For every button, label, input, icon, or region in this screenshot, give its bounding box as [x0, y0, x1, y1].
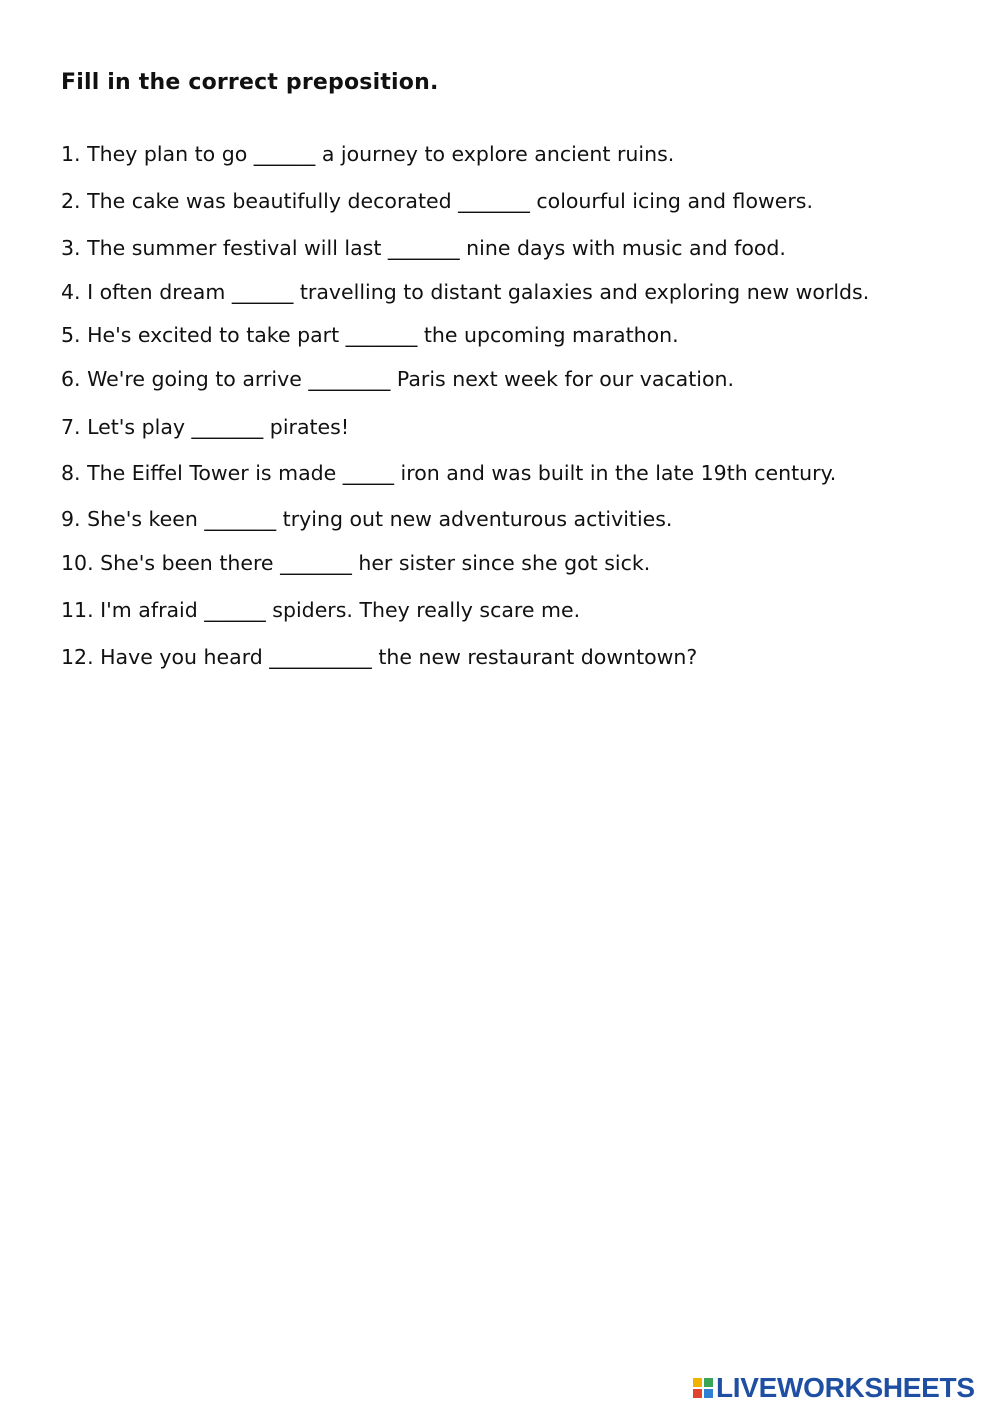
- question-12: [61, 644, 697, 670]
- logo-square-1: [693, 1378, 702, 1387]
- question-5-text: 5. He's excited to take part _______ the upcoming marathon.: [61, 323, 679, 347]
- logo-square-4: [704, 1389, 713, 1398]
- question-3-text: 3. The summer festival will last _______ nine days with music and food.: [61, 236, 786, 260]
- question-10-text: 10. She's been there _______ her sister since she got sick.: [61, 551, 651, 575]
- question-4: [61, 279, 869, 305]
- logo-square-3: [693, 1389, 702, 1398]
- liveworksheets-brand: [693, 1372, 975, 1404]
- question-1: [61, 141, 674, 167]
- question-7-text: 7. Let's play _______ pirates!: [61, 415, 350, 439]
- question-6-text: 6. We're going to arrive ________ Paris next week for our vacation.: [61, 367, 735, 391]
- question-2-text: 2. The cake was beautifully decorated _______ colourful icing and flowers.: [61, 189, 814, 213]
- worksheet-title: Fill in the correct preposition.: [61, 70, 439, 95]
- question-2: [61, 188, 813, 214]
- question-9-text: 9. She's keen _______ trying out new adventurous activities.: [61, 507, 673, 531]
- question-3: [61, 235, 786, 261]
- question-10: [61, 550, 650, 576]
- question-8-text: 8. The Eiffel Tower is made _____ iron and was built in the late 19th century.: [61, 461, 837, 485]
- logo-square-2: [704, 1378, 713, 1387]
- question-7: [61, 414, 349, 440]
- question-4-text: 4. I often dream ______ travelling to distant galaxies and exploring new worlds.: [61, 280, 870, 304]
- question-8: [61, 460, 836, 486]
- question-9: [61, 506, 672, 532]
- question-12-text: 12. Have you heard __________ the new restaurant downtown?: [61, 645, 698, 669]
- question-11: [61, 597, 580, 623]
- liveworksheets-logo-icon: [693, 1378, 713, 1398]
- question-1-text: 1. They plan to go ______ a journey to explore ancient ruins.: [61, 142, 675, 166]
- question-6: [61, 366, 734, 392]
- question-5: [61, 322, 679, 348]
- brand-text: LIVEWORKSHEETS: [716, 1372, 975, 1403]
- question-11-text: 11. I'm afraid ______ spiders. They really scare me.: [61, 598, 581, 622]
